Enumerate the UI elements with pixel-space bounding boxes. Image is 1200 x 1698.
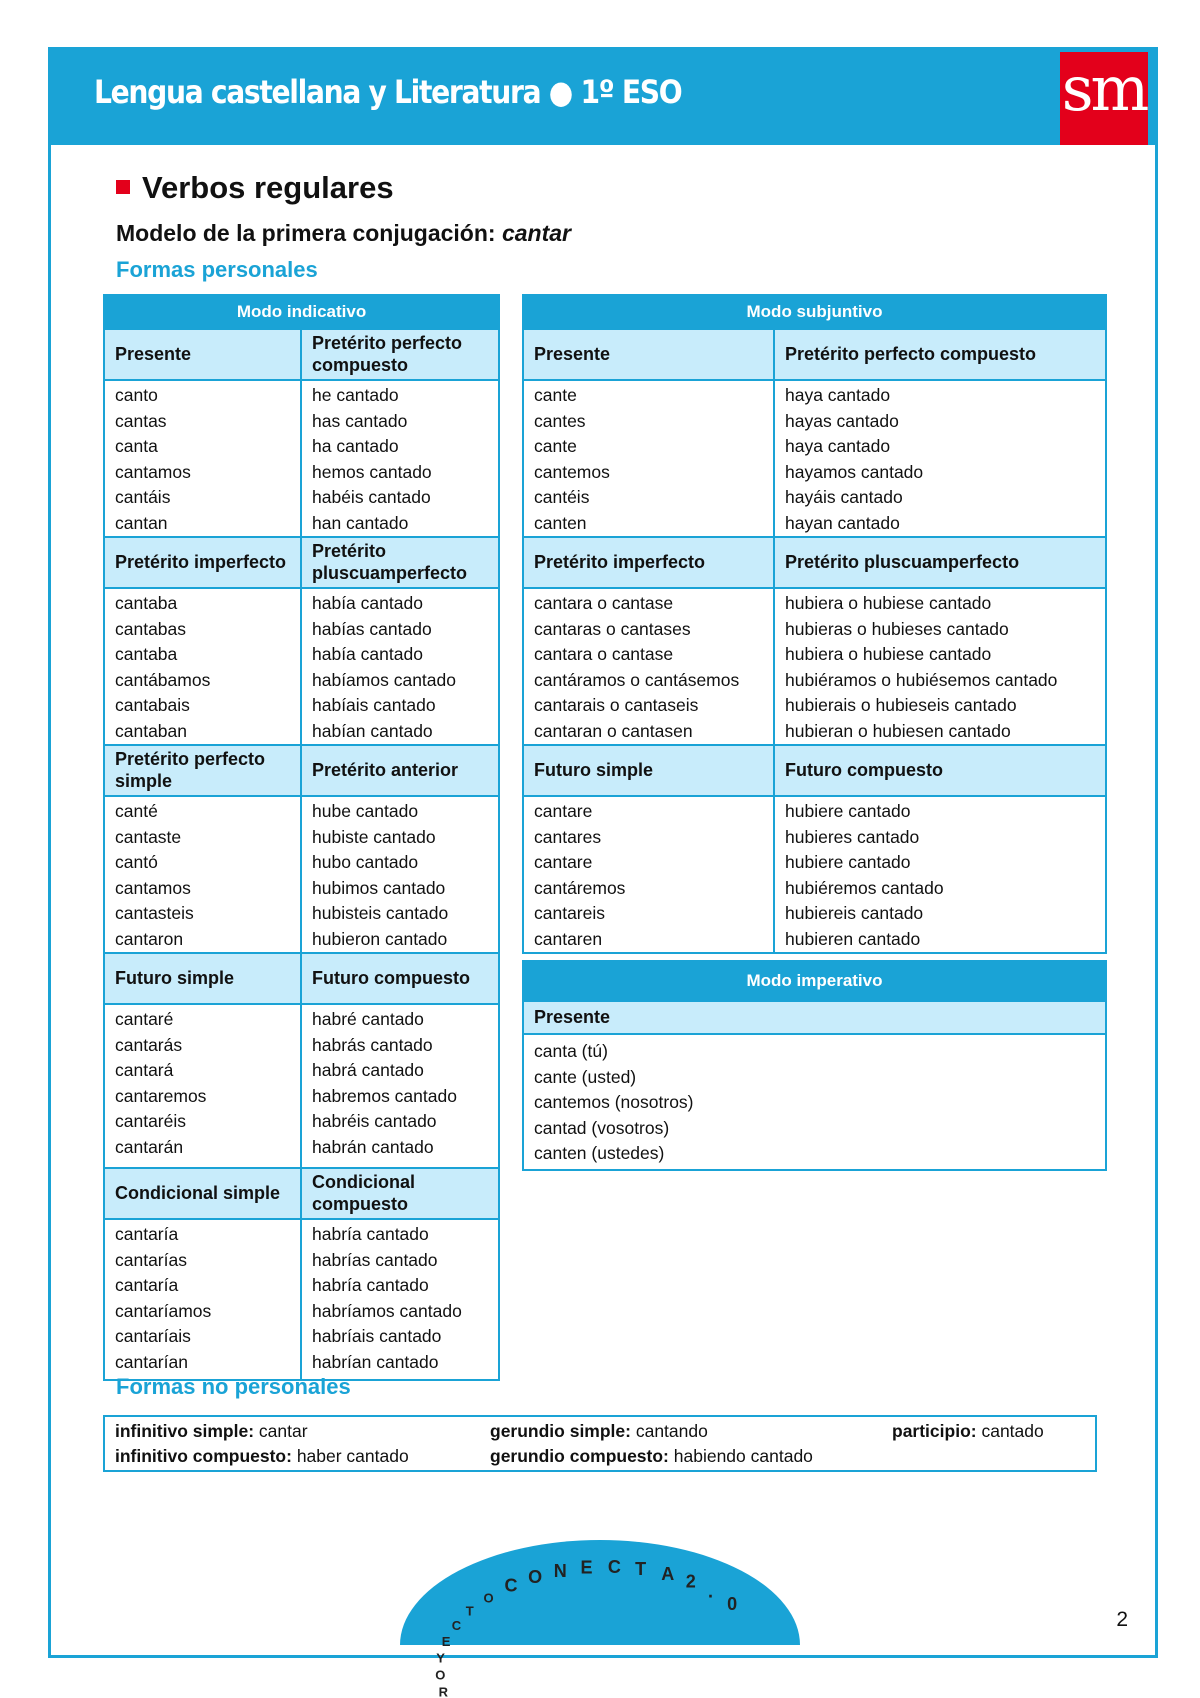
page-header: [48, 47, 1158, 145]
header-title: Lengua castellana y Literatura ● 1º ESO: [94, 73, 682, 111]
tense-header-preterito-pluscuamperfecto: Pretérito pluscuamperfecto: [774, 537, 1106, 588]
verb-form: habrán cantado: [312, 1136, 434, 1157]
verb-form: cantáramos o cantásemos: [534, 669, 740, 690]
verb-form: cantaríamos: [115, 1300, 212, 1321]
mode-header-imperativo: Modo imperativo: [523, 961, 1106, 1001]
verb-form: canté: [115, 801, 158, 821]
verb-form: cantarais o cantaseis: [534, 695, 699, 715]
verb-form: cantas: [115, 410, 167, 431]
verb-form: hubieras o hubieses cantado: [785, 618, 1009, 639]
tense-header-presente: Presente: [104, 329, 301, 380]
verb-form: cantó: [115, 852, 158, 872]
verb-form: hubiere cantado: [785, 801, 911, 821]
forms-futuro-compuesto: [774, 796, 1106, 953]
verb-form: cantaréis: [115, 1111, 187, 1131]
verb-form: hubieron cantado: [312, 928, 448, 949]
verb-form: habréis cantado: [312, 1111, 437, 1131]
verb-form: hubiste cantado: [312, 826, 436, 847]
mode-header-subjuntivo: Modo subjuntivo: [523, 295, 1106, 329]
verb-form: habría cantado: [312, 1275, 429, 1295]
verb-form: cantaba: [115, 593, 178, 613]
forms-preterito-perfecto-compuesto: [301, 380, 499, 537]
forms-preterito-imperfecto: [523, 588, 774, 745]
verb-form: cante (usted): [534, 1066, 637, 1087]
verb-form: canten: [534, 512, 587, 533]
verb-form: cantares: [534, 826, 602, 847]
verb-form: había cantado: [312, 644, 423, 664]
tense-header-preterito-pluscuamperfecto: Pretérito pluscuamperfecto: [301, 537, 499, 588]
verb-form: hubiera o hubiese cantado: [785, 644, 992, 664]
tense-header-condicional-compuesto: Condicional compuesto: [301, 1168, 499, 1219]
verb-form: ha cantado: [312, 436, 399, 456]
verb-form: había cantado: [312, 593, 423, 613]
verb-form: habré cantado: [312, 1009, 424, 1029]
forms-preterito-pluscuamperfecto: [774, 588, 1106, 745]
verb-form: hayas cantado: [785, 410, 899, 431]
tense-header-futuro-simple: Futuro simple: [104, 953, 301, 1004]
verb-form: habríais cantado: [312, 1326, 442, 1346]
verb-form: han cantado: [312, 512, 409, 533]
verb-form: habremos cantado: [312, 1085, 457, 1106]
verb-form: cantaron: [115, 928, 184, 949]
proyecto-conecta-logo: [400, 1500, 800, 1698]
verb-form: cantareis: [534, 903, 606, 923]
imperativo-forms: [523, 1034, 1106, 1170]
verb-form: hubiere cantado: [785, 852, 911, 872]
tense-header-preterito-imperfecto: Pretérito imperfecto: [523, 537, 774, 588]
verb-form: habrían cantado: [312, 1351, 439, 1372]
infinitivo-compuesto: [115, 1444, 409, 1469]
verb-form: hubo cantado: [312, 852, 419, 872]
verb-form: cantáremos: [534, 877, 626, 898]
verb-form: hubieran o hubiesen cantado: [785, 720, 1011, 741]
gerundio-simple-value: cantando: [630, 1421, 708, 1441]
verb-form: habría cantado: [312, 1224, 429, 1244]
logo-text: sm: [1061, 52, 1147, 125]
tense-header-presente: Presente: [523, 329, 774, 380]
verb-form: hubiereis cantado: [785, 903, 924, 923]
verb-form: cante: [534, 436, 577, 456]
verb-form: cantéis: [534, 487, 590, 507]
forms-presente: [104, 380, 301, 537]
bullet-square-icon: [116, 180, 130, 194]
participio-label: participio:: [892, 1421, 977, 1441]
table-indicativo: [103, 294, 500, 1381]
verb-form: canto: [115, 385, 158, 405]
subtitle-verb: cantar: [501, 220, 571, 246]
verb-form: habríamos cantado: [312, 1300, 462, 1321]
forms-preterito-perfecto-compuesto: [774, 380, 1106, 537]
participio-value: cantado: [976, 1421, 1044, 1441]
verb-form: cante: [534, 385, 577, 405]
verb-form: habíamos cantado: [312, 669, 456, 690]
subtitle: [116, 220, 571, 247]
participio: [892, 1419, 1044, 1444]
verb-form: habrá cantado: [312, 1060, 424, 1080]
verb-form: hayan cantado: [785, 512, 900, 533]
forms-preterito-imperfecto: [104, 588, 301, 745]
verb-form: cantad (vosotros): [534, 1117, 670, 1138]
infinitivo-compuesto-value: haber cantado: [291, 1446, 409, 1466]
verb-form: hubieren cantado: [785, 928, 921, 949]
logo-lettering: ROYECTOC O N E C T A 2 .0: [435, 1556, 738, 1698]
verb-form: cantaras o cantases: [534, 618, 691, 639]
tense-header-preterito-perfecto-simple: Pretérito perfecto simple: [104, 745, 301, 796]
verb-form: cantaba: [115, 644, 178, 664]
verb-form: he cantado: [312, 385, 399, 405]
gerundio-compuesto-label: gerundio compuesto:: [490, 1446, 669, 1466]
subjuntivo-body: [523, 295, 1106, 953]
infinitivo-simple-value: cantar: [254, 1421, 308, 1441]
forms-condicional-simple: [104, 1219, 301, 1380]
verb-form: hube cantado: [312, 801, 419, 821]
verb-form: habéis cantado: [312, 487, 431, 507]
subtitle-text: Modelo de la primera conjugación:: [116, 220, 502, 246]
forms-futuro-compuesto: [301, 1004, 499, 1168]
verb-form: cantarás: [115, 1034, 183, 1055]
tense-header-preterito-anterior: Pretérito anterior: [301, 745, 499, 796]
verb-form: canten (ustedes): [534, 1143, 665, 1163]
verb-form: habíais cantado: [312, 695, 436, 715]
verb-form: cantaré: [115, 1009, 174, 1029]
forms-futuro-simple: [104, 1004, 301, 1168]
imperativo-body: [523, 961, 1106, 1170]
verb-form: canta (tú): [534, 1041, 608, 1061]
verb-form: cantes: [534, 410, 586, 431]
infinitivo-simple: [115, 1419, 308, 1444]
verb-form: cantamos: [115, 461, 191, 482]
gerundio-compuesto-value: habiendo cantado: [668, 1446, 813, 1466]
verb-form: canta: [115, 436, 158, 456]
verb-form: cantaría: [115, 1224, 179, 1244]
verb-form: hubiéremos cantado: [785, 877, 944, 898]
verb-form: hemos cantado: [312, 461, 432, 482]
heading-formas-no-personales: Formas no personales: [116, 1374, 351, 1399]
verb-form: habían cantado: [312, 720, 433, 741]
forms-preterito-perfecto-simple: [104, 796, 301, 953]
forms-condicional-compuesto: [301, 1219, 499, 1380]
verb-form: cantara o cantase: [534, 593, 674, 613]
verb-form: hubieres cantado: [785, 826, 920, 847]
forms-presente: [523, 380, 774, 537]
gerundio-simple: [490, 1419, 708, 1444]
verb-form: hubierais o hubieseis cantado: [785, 695, 1017, 715]
infinitivo-compuesto-label: infinitivo compuesto:: [115, 1446, 292, 1466]
tense-header-preterito-perfecto-compuesto: Pretérito perfecto compuesto: [774, 329, 1106, 380]
verb-form: cantare: [534, 801, 593, 821]
table-subjuntivo: [522, 294, 1107, 954]
verb-form: cantaren: [534, 928, 603, 949]
sm-logo: [1060, 52, 1148, 145]
verb-form: habrías cantado: [312, 1249, 438, 1270]
verb-form: cantabas: [115, 618, 187, 639]
forms-futuro-simple: [523, 796, 774, 953]
verb-form: hayáis cantado: [785, 487, 903, 507]
verb-form: hubimos cantado: [312, 877, 446, 898]
tense-header-futuro-simple: Futuro simple: [523, 745, 774, 796]
table-imperativo: [522, 960, 1107, 1171]
mode-header-indicativo: Modo indicativo: [104, 295, 499, 329]
tense-header-condicional-simple: Condicional simple: [104, 1168, 301, 1219]
verb-form: cantasteis: [115, 903, 194, 923]
verb-form: hubiéramos o hubiésemos cantado: [785, 669, 1058, 690]
verb-form: cantare: [534, 852, 593, 872]
verb-form: cantarán: [115, 1136, 184, 1157]
verb-form: hubiera o hubiese cantado: [785, 593, 992, 613]
verb-form: cantan: [115, 512, 168, 533]
verb-form: cantaremos: [115, 1085, 207, 1106]
verb-form: habías cantado: [312, 618, 432, 639]
tense-header-preterito-imperfecto: Pretérito imperfecto: [104, 537, 301, 588]
verb-form: hayamos cantado: [785, 461, 924, 482]
verb-form: has cantado: [312, 410, 408, 431]
verb-form: cantábamos: [115, 669, 211, 690]
heading-formas-personales: Formas personales: [116, 257, 318, 282]
verb-form: cantemos (nosotros): [534, 1092, 694, 1112]
gerundio-compuesto: [490, 1444, 813, 1469]
verb-form: haya cantado: [785, 385, 891, 405]
page-number: 2: [1116, 1608, 1128, 1631]
verb-form: cantarías: [115, 1249, 187, 1270]
verb-form: cantaría: [115, 1275, 179, 1295]
tense-header-futuro-compuesto: Futuro compuesto: [301, 953, 499, 1004]
section-title: [116, 170, 394, 206]
verb-form: cantabais: [115, 695, 190, 715]
verb-form: cantará: [115, 1060, 174, 1080]
forms-preterito-pluscuamperfecto: [301, 588, 499, 745]
tense-header-preterito-perfecto-compuesto: Pretérito perfecto compuesto: [301, 329, 499, 380]
gerundio-simple-label: gerundio simple:: [490, 1421, 631, 1441]
indicativo-body: [104, 295, 499, 1380]
tense-header-imperativo-presente: Presente: [523, 1001, 1106, 1034]
verb-form: cantemos: [534, 461, 610, 482]
verb-form: cantaran o cantasen: [534, 720, 693, 741]
section-title-text: Verbos regulares: [142, 170, 394, 205]
verb-form: cantarían: [115, 1351, 188, 1372]
verb-form: haya cantado: [785, 436, 891, 456]
verb-form: cantaríais: [115, 1326, 191, 1346]
no-personales-box: [103, 1415, 1097, 1472]
tense-header-futuro-compuesto: Futuro compuesto: [774, 745, 1106, 796]
verb-form: cantamos: [115, 877, 191, 898]
verb-form: habrás cantado: [312, 1034, 433, 1055]
verb-form: cantaste: [115, 826, 182, 847]
verb-form: hubisteis cantado: [312, 903, 449, 923]
verb-form: cantáis: [115, 487, 171, 507]
verb-form: cantara o cantase: [534, 644, 674, 664]
verb-form: cantaban: [115, 720, 188, 741]
forms-preterito-anterior: [301, 796, 499, 953]
infinitivo-simple-label: infinitivo simple:: [115, 1421, 255, 1441]
